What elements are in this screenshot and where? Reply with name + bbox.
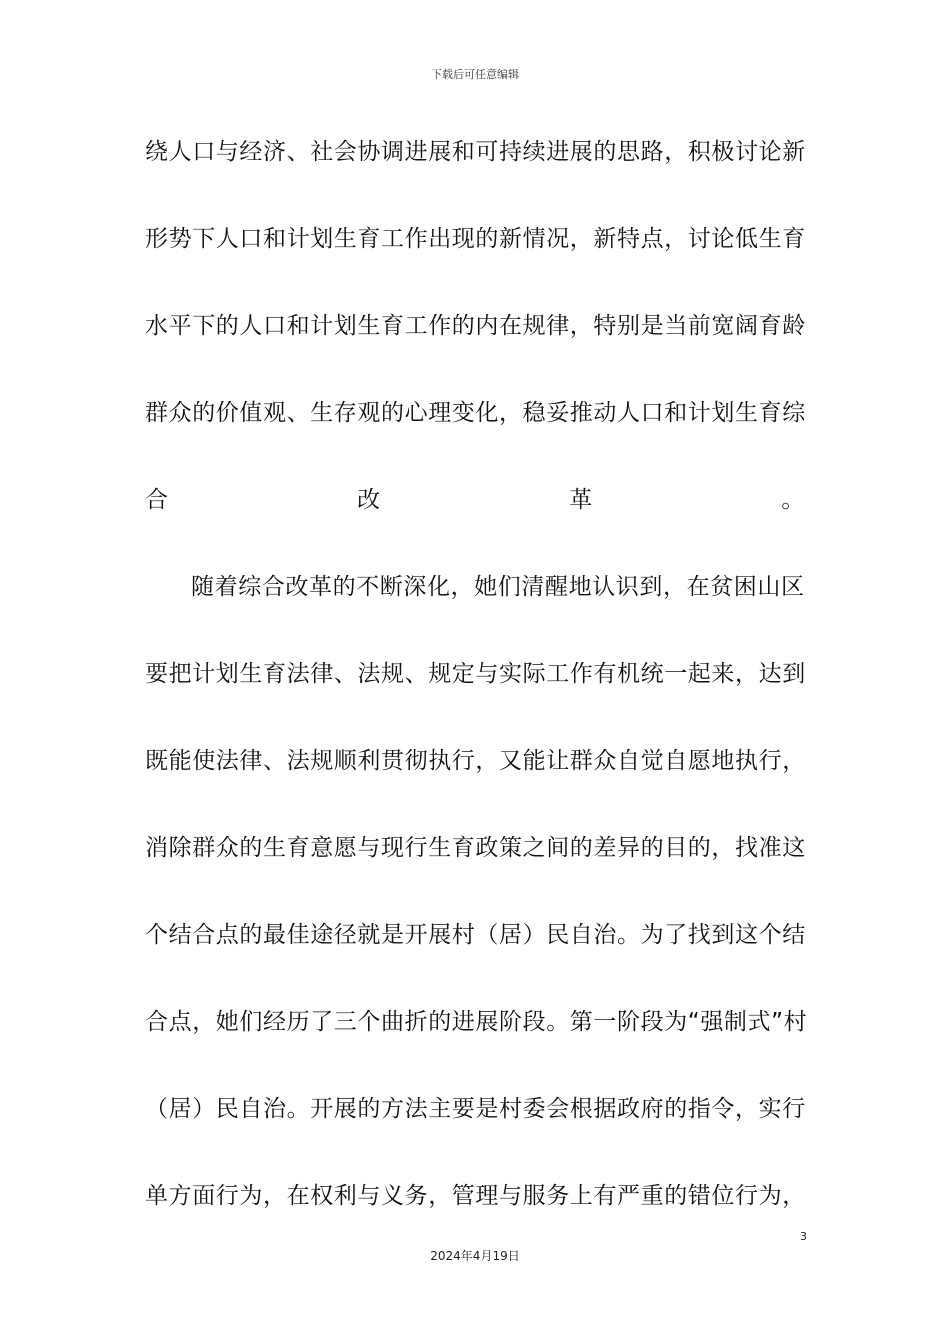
footer-date: 2024年4月19日 (430, 1249, 520, 1263)
text-line: 水平下的人口和计划生育工作的内在规律，特别是当前宽阔育龄 (145, 313, 806, 339)
text-line: 单方面行为，在权利与义务，管理与服务上有严重的错位行为， (145, 1183, 806, 1209)
text-line: 绕人口与经济、社会协调进展和可持续进展的思路，积极讨论新 (145, 139, 806, 165)
text-line: 形势下人口和计划生育工作出现的新情况，新特点，讨论低生育 (145, 226, 806, 252)
page-number: 3 (800, 1230, 807, 1243)
document-body (145, 130, 808, 1261)
text-line-indented: 随着综合改革的不断深化，她们清醒地认识到，在贫困山区 (191, 574, 805, 600)
justified-char: 合 (145, 487, 169, 513)
text-line: 合点，她们经历了三个曲折的进展阶段。第一阶段为“强制式”村 (145, 1009, 808, 1035)
text-line: 个结合点的最佳途径就是开展村（居）民自治。为了找到这个结 (145, 922, 806, 948)
text-line: 群众的价值观、生存观的心理变化，稳妥推动人口和计划生育综 (145, 400, 806, 426)
text-line: 既能使法律、法规顺利贯彻执行，又能让群众自觉自愿地执行， (145, 748, 806, 774)
page-header: 下载后可任意编辑 (431, 68, 519, 81)
text-line: 要把计划生育法律、法规、规定与实际工作有机统一起来，达到 (145, 661, 806, 687)
justified-char: 。 (781, 487, 805, 513)
justified-char: 改 (357, 487, 381, 513)
justified-char: 革 (569, 487, 593, 513)
text-line: 消除群众的生育意愿与现行生育政策之间的差异的目的，找准这 (145, 835, 806, 861)
text-line: （居）民自治。开展的方法主要是村委会根据政府的指令，实行 (145, 1096, 806, 1122)
justified-line (145, 478, 805, 565)
